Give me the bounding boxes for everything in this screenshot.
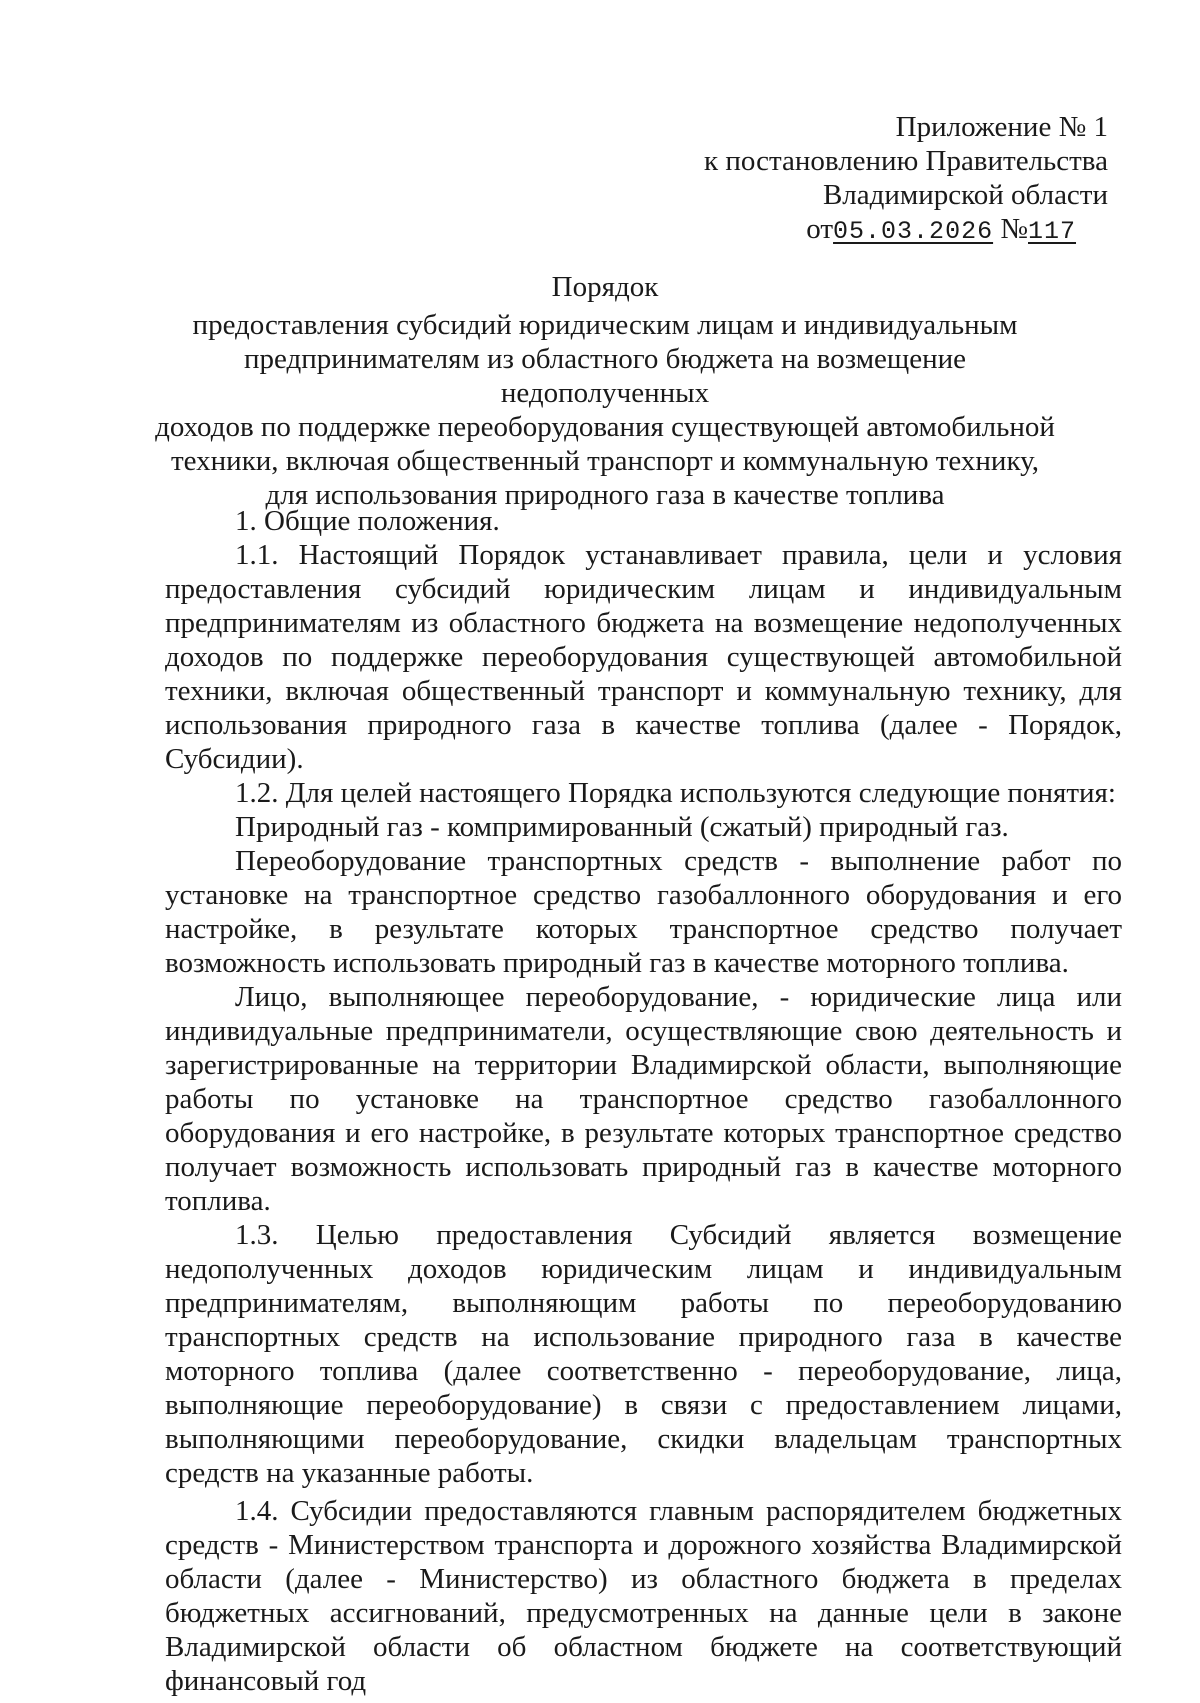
document-title [140, 270, 1070, 512]
title-line: доходов по поддержке переоборудования существующей автомобильной [155, 411, 1055, 443]
date-prefix: от [806, 213, 834, 245]
paragraph-1-1: 1.1. Настоящий Порядок устанавливает правила, цели и условия предоставления субсидий юридическим лицам и индивидуальным предпринимателям из областного бюджета на возмещение недополученных доходов по поддержке переоборудования существующей автомобильной техники, включая общественный транспорт и коммунальную технику, для использования природного газа в качестве топлива (далее - Порядок, Субсидии). [165, 539, 1122, 775]
appendix-line-3: Владимирской области [822, 179, 1108, 211]
paragraph-conversion: Переоборудование транспортных средств - выполнение работ по установке на транспортное средство газобаллонного оборудования и его настройке, в результате которых транспортное средство получает возможность использовать природный газ в качестве моторного топлива. [165, 845, 1122, 979]
resolution-date: 05.03.2026 [833, 217, 994, 246]
section-heading: 1. Общие положения. [235, 505, 500, 537]
appendix-date-line [704, 212, 1108, 249]
title-heading: Порядок [551, 271, 659, 303]
title-line: предоставления субсидий юридическим лицам и индивидуальным [192, 309, 1018, 341]
paragraph-1-4: 1.4. Субсидии предоставляются главным распорядителем бюджетных средств - Министерством транспорта и дорожного хозяйства Владимирской области (далее - Министерство) из областного бюджета в пределах бюджетных ассигнований, предусмотренных на данные цели в законе Владимирской области об областном бюджете на соответствующий финансовый год [165, 1495, 1122, 1697]
appendix-header [704, 110, 1108, 249]
resolution-number: 117 [1028, 217, 1077, 246]
paragraph-natural-gas: Природный газ - компримированный (сжатый) природный газ. [235, 811, 1009, 843]
appendix-line-2: к постановлению Правительства [704, 145, 1108, 177]
number-prefix: № [1000, 213, 1028, 245]
title-line: техники, включая общественный транспорт и коммунальную технику, [171, 445, 1039, 477]
paragraph-1-3: 1.3. Целью предоставления Субсидий является возмещение недополученных доходов юридическим лицам и индивидуальным предпринимателям, выполняющим работы по переоборудованию транспортных средств на использование природного газа в качестве моторного топлива (далее соответственно - переоборудование, лица, выполняющие переоборудование) в связи с предоставлением лицами, выполняющими переоборудование, скидки владельцам транспортных средств на указанные работы. [165, 1219, 1122, 1489]
title-line: предпринимателям из областного бюджета на возмещение недополученных [243, 343, 967, 409]
paragraph-converter-person: Лицо, выполняющее переоборудование, - юридические лица или индивидуальные предприниматели, осуществляющие свою деятельность и зарегистрированные на территории Владимирской области, выполняющие работы по установке на транспортное средство газобаллонного оборудования и его настройке, в результате которых транспортное средство получает возможность использовать природный газ в качестве моторного топлива. [165, 981, 1122, 1217]
appendix-line-1: Приложение № 1 [895, 111, 1108, 143]
document-body [165, 504, 1122, 1698]
title-line: для использования природного газа в качестве топлива [265, 479, 945, 511]
paragraph-1-2: 1.2. Для целей настоящего Порядка используются следующие понятия: [235, 777, 1116, 809]
